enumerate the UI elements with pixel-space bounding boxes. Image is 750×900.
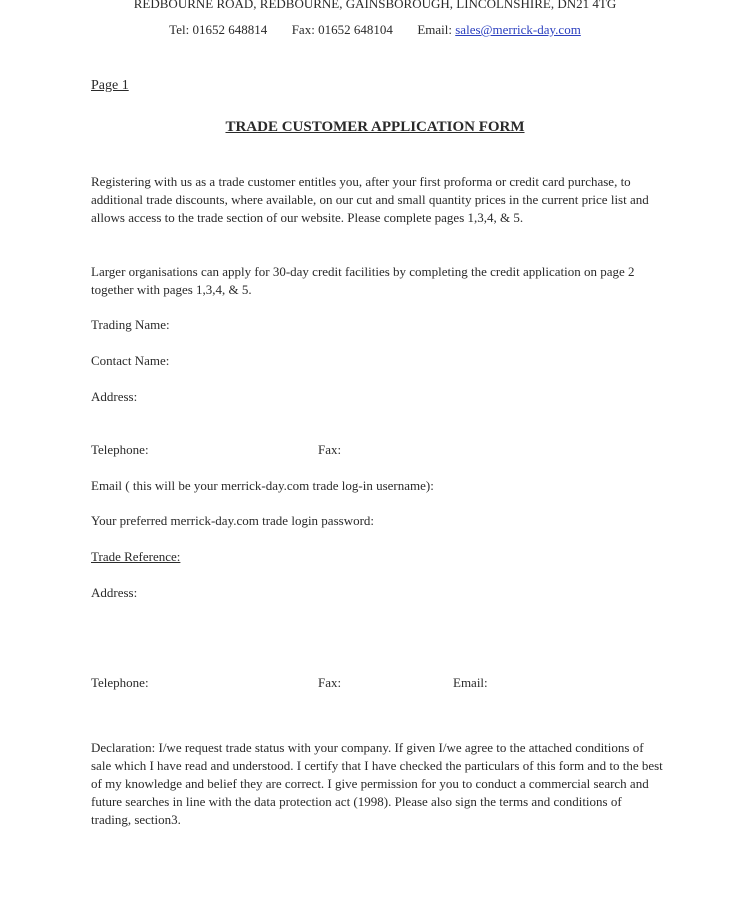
fax-number: Fax: 01652 648104 [291, 22, 393, 37]
address-label: Address: [91, 389, 138, 404]
intro-paragraph: Registering with us as a trade customer entitles you, after your first proforma or credit card purchase, to additional trade discounts, where available, on our cut and small quantity prices in the current price list and allows access to the trade section of our website. Please complete pages 1,3,4, & 5. [91, 174, 649, 225]
reference-telephone-label: Telephone: [91, 675, 149, 690]
password-label: Your preferred merrick-day.com trade login password: [91, 513, 375, 528]
email-link[interactable]: sales@merrick-day.com [455, 22, 581, 37]
telephone-label: Telephone: [91, 442, 149, 457]
reference-fax-label: Fax: [318, 675, 342, 690]
reference-address-label: Address: [91, 585, 138, 600]
declaration-paragraph: Declaration: I/we request trade status with your company. If given I/we agree to the attached conditions of sale which I have read and understood. I certify that I have checked the particulars of this form and to the best of my knowledge and belief they are correct. I give permission for you to conduct a commercial search and future searches in line with the data protection act (1998). Please also sign the terms and conditions of trading, section3. [91, 740, 663, 827]
form-title: TRADE CUSTOMER APPLICATION FORM [225, 119, 525, 135]
fax-label: Fax: [318, 442, 342, 457]
email-login-label: Email ( this will be your merrick-day.com trade log-in username): [91, 478, 434, 493]
contact-name-label: Contact Name: [91, 353, 170, 368]
trade-reference-heading: Trade Reference: [91, 549, 181, 564]
page-number: Page 1 [91, 78, 129, 93]
telephone-number: Tel: 01652 648814 [169, 22, 268, 37]
trading-name-label: Trading Name: [91, 317, 170, 332]
credit-paragraph: Larger organisations can apply for 30-day credit facilities by completing the credit application on page 2 together with pages 1,3,4, & 5. [91, 264, 635, 297]
email-label: Email: [417, 22, 452, 37]
reference-email-label: Email: [453, 675, 488, 690]
company-address: REDBOURNE ROAD, REDBOURNE, GAINSBOROUGH, LINCOLNSHIRE, DN21 4TG [133, 0, 617, 11]
contact-line [0, 21, 750, 39]
